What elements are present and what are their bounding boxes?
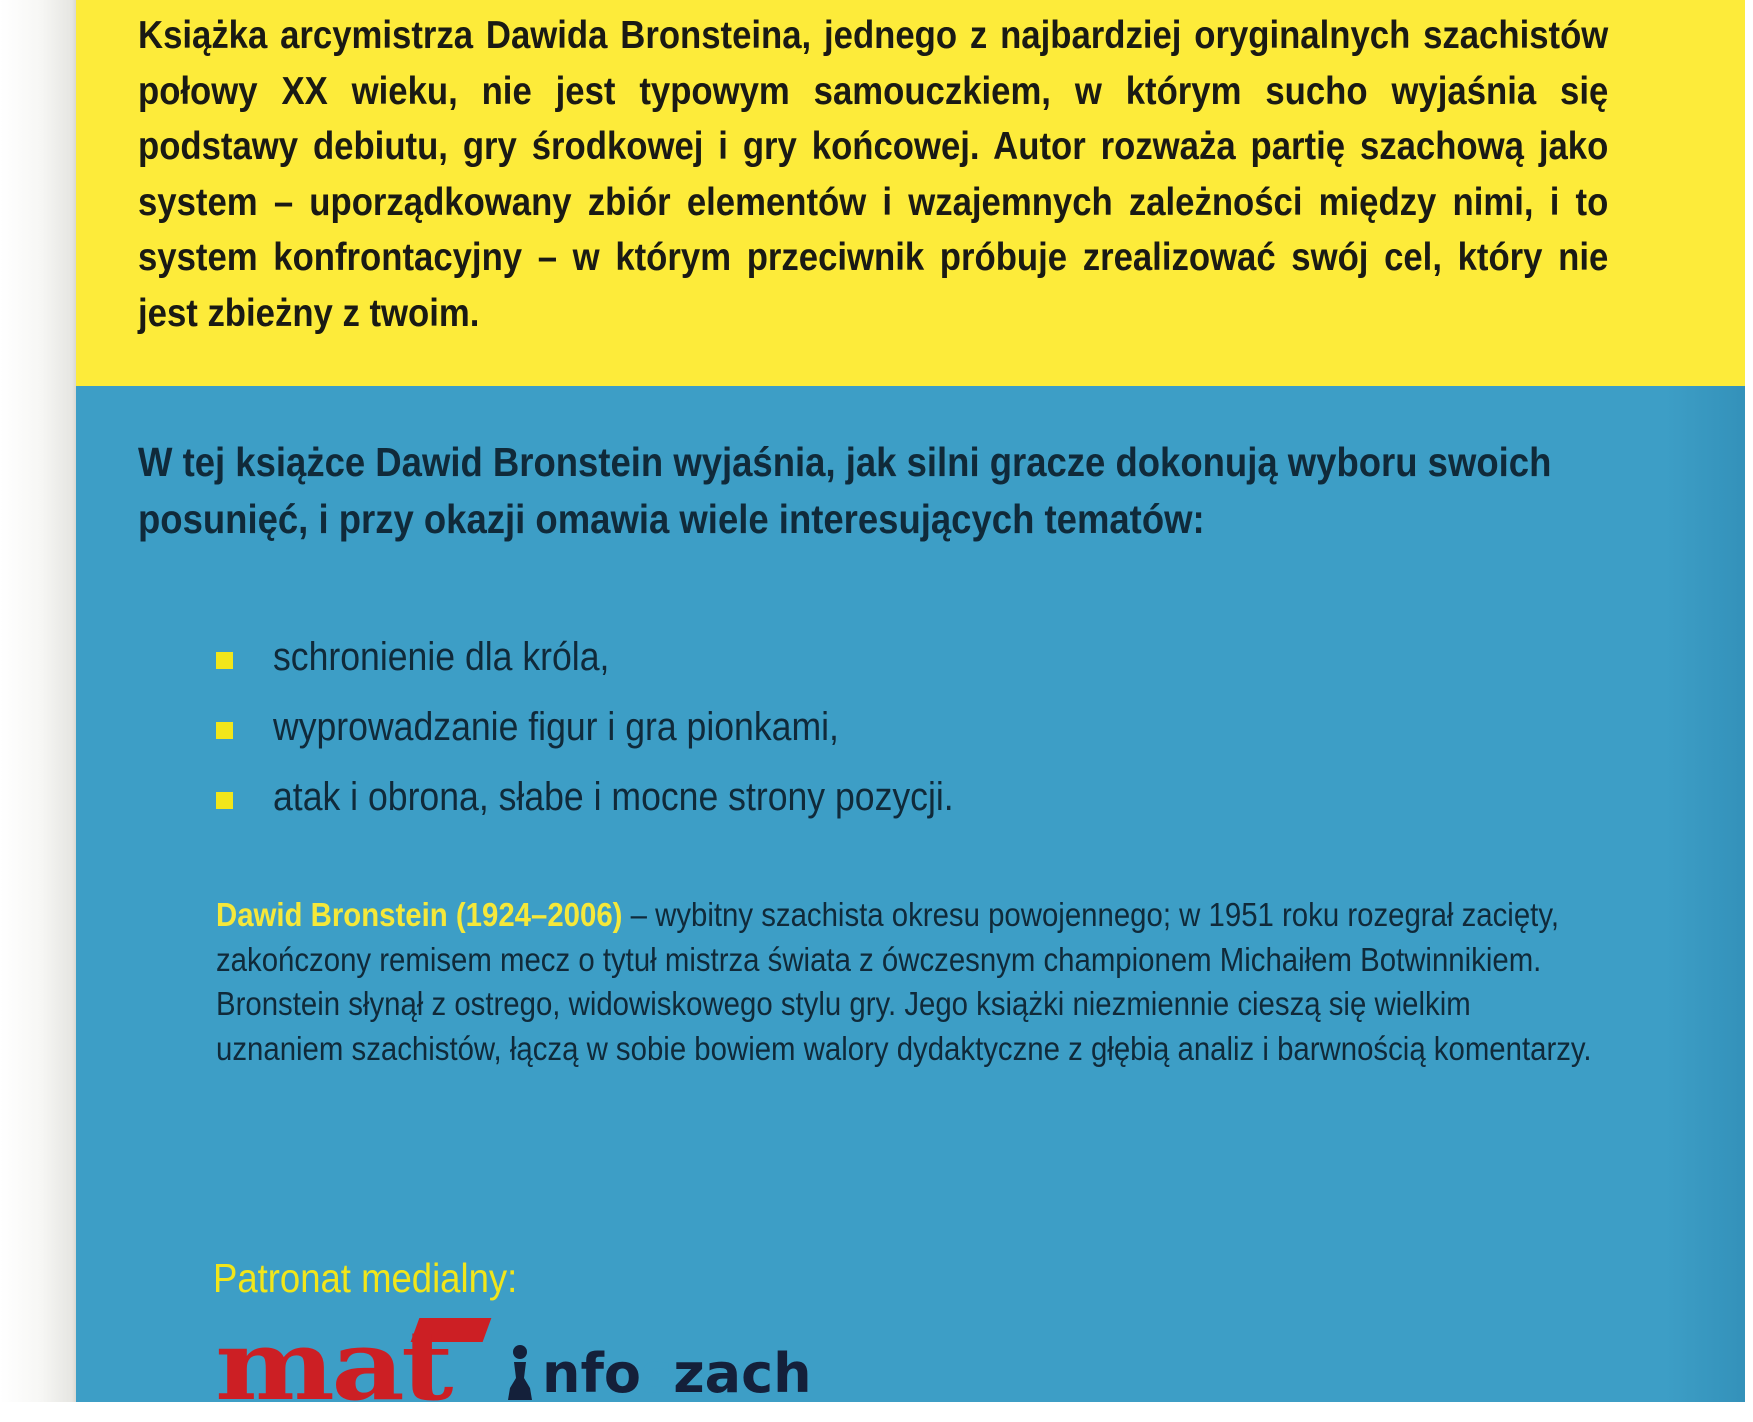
square-bullet-icon (216, 722, 233, 739)
infoszach-logo-part: zach (673, 1342, 812, 1405)
page-left-margin (0, 0, 76, 1402)
author-bio (216, 893, 1603, 1071)
list-item (138, 622, 1038, 692)
patronage-label: Patronat medialny: (213, 1255, 518, 1301)
mat-logo (215, 1309, 450, 1422)
blue-panel-edge (1665, 386, 1745, 1402)
square-bullet-icon (216, 792, 233, 809)
list-item-text: schronienie dla króla, (273, 634, 610, 679)
list-item (138, 762, 1038, 832)
list-item-text: wyprowadzanie figur i gra pionkami, (273, 704, 839, 749)
mat-logo-text: mat (215, 1309, 450, 1422)
lead-paragraph: W tej książce Dawid Bronstein wyjaśnia, jak silni gracze dokonują wyboru swoich posunięć, i przy okazji omawia wiele interesujących tematów: (138, 439, 1552, 542)
author-bio-text: – wybitny szachista okresu powojennego; w 1951 roku rozegrał zacięty, zakończony remisem mecz o tytuł mistrza świata z ówczesnym championem Michaiłem Botwinnikiem. Bronstein słynął z ostrego, widowiskowego stylu gry. Jego książki niezmiennie cieszą się wielkim uznaniem szachistów, łączą w sobie bowiem walory dydaktyczne z głębią analiz i barwnością komentarzy. (216, 896, 1592, 1067)
list-item-text: atak i obrona, słabe i mocne strony pozycji. (273, 774, 954, 819)
list-item (138, 692, 1038, 762)
infoszach-logo (500, 1344, 812, 1404)
infoszach-logo-highlight: s (641, 1342, 674, 1405)
topics-list (138, 622, 1038, 832)
square-bullet-icon (216, 652, 233, 669)
pawn-icon (500, 1344, 540, 1404)
page-right-margin (1745, 0, 1753, 1402)
infoszach-logo-part: nfo (542, 1342, 642, 1405)
author-name: Dawid Bronstein (1924–2006) (216, 896, 623, 933)
infoszach-logo-text (542, 1344, 812, 1404)
intro-paragraph: Książka arcymistrza Dawida Bronsteina, jednego z najbardziej oryginalnych szachistów połowy XX wieku, nie jest typowym samouczkiem, w którym sucho wyjaśnia się podstawy debiutu, gry środkowej i gry końcowej. Autor rozważa partię szachową jako system – uporządkowany zbiór elementów i wzajemnych zależności między nimi, i to system konfrontacyjny – w którym przeciwnik próbuje zrealizować swój cel, który nie jest zbieżny z twoim. (138, 14, 1609, 335)
